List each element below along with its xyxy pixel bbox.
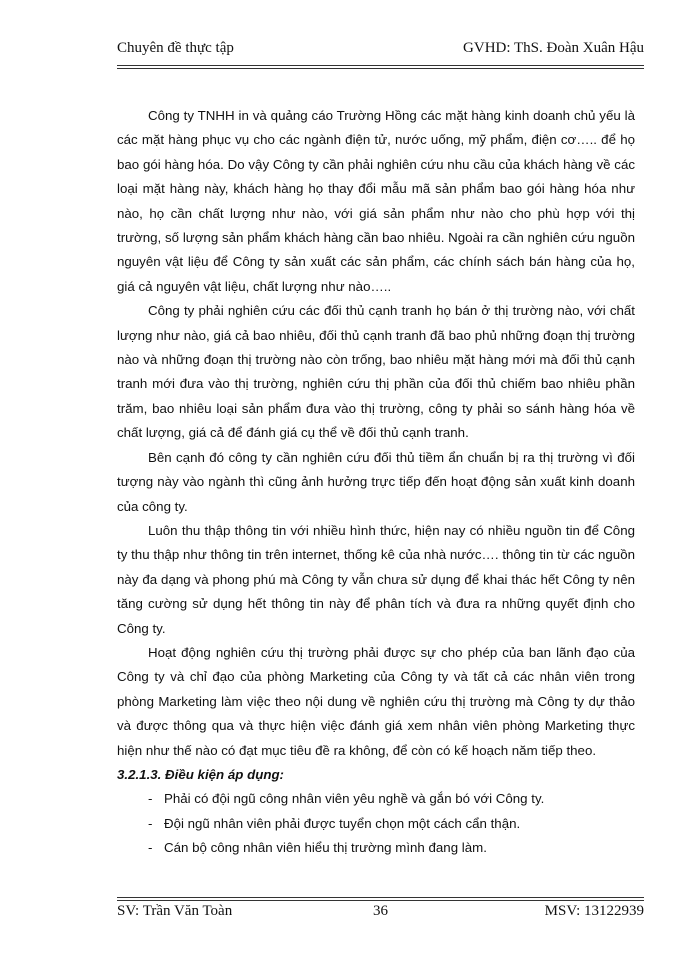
list-item-text: Đội ngũ nhân viên phải được tuyển chọn một cách cẩn thận. [164, 815, 521, 831]
paragraph: Công ty TNHH in và quảng cáo Trường Hồng các mặt hàng kinh doanh chủ yếu là các mặt hàng phục vụ cho các ngành điện tử, nước uống, mỹ phẩm, điện cơ….. để họ bao gói hàng hóa. Do vậy Công ty cần phải nghiên cứu nhu cầu của khách hàng về các loại mặt hàng này, khách hàng họ thay đổi mẫu mã sản phẩm bao gói hàng hóa như nào, họ cần chất lượng như nào, với giá sản phẩm như nào cho phù hợp với thị trường, số lượng sản phẩm khách hàng cần bao nhiêu. Ngoài ra cần nghiên cứu nguồn nguyên vật liệu để Công ty sản xuất các sản phẩm, các chính sách bán hàng của họ, giá cả nguyên vật liệu, chất lượng như nào….. [117, 108, 635, 294]
list-item [117, 836, 635, 860]
footer-student-name: SV: Trần Văn Toàn [117, 903, 233, 919]
paragraph: Công ty phải nghiên cứu các đối thủ cạnh tranh họ bán ở thị trường nào, với chất lượng như nào, giá cả bao nhiêu, đối thủ cạnh tranh đã bao phủ những đoạn thị trường nào và những đoạn thị trường nào còn trống, bao nhiêu mặt hàng mới mà đối thủ cạnh tranh mới đưa vào thị trường, nghiên cứu thị phần của đối thủ chiếm bao nhiêu phần trăm, bao nhiêu loại sản phẩm đưa vào thị trường, công ty phải so sánh hàng hóa về chất lượng, giá cả để đánh giá cụ thể về đối thủ cạnh tranh. [117, 303, 635, 441]
list-bullet: - [148, 840, 153, 856]
list-item [117, 812, 635, 836]
footer-divider [117, 897, 644, 898]
section-heading: 3.2.1.3. Điều kiện áp dụng: [117, 766, 284, 782]
footer-divider-double [117, 900, 644, 901]
page-header [117, 40, 644, 64]
list-bullet: - [148, 815, 153, 831]
paragraph: Luôn thu thập thông tin với nhiều hình thức, hiện nay có nhiều nguồn tin để Công ty thu thập như thông tin trên internet, thống kê của nhà nước…. thông tin từ các nguồn này đa dạng và phong phú mà Công ty vẫn chưa sử dụng để khai thác hết Công ty nên tăng cường sử dụng hết thông tin này để phân tích và đưa ra những quyết định cho Công ty. [117, 522, 635, 636]
list-item [117, 787, 635, 811]
list-item-text: Cán bộ công nhân viên hiểu thị trường mình đang làm. [164, 840, 487, 856]
page-body [117, 104, 635, 861]
header-course-title: Chuyên đề thực tập [117, 40, 234, 56]
page-number: 36 [373, 903, 388, 919]
header-advisor: GVHD: ThS. Đoàn Xuân Hậu [463, 40, 644, 56]
list-bullet: - [148, 791, 153, 807]
paragraph: Bên cạnh đó công ty cần nghiên cứu đối thủ tiềm ẩn chuẩn bị ra thị trường vì đối tượng này vào ngành thì cũng ảnh hưởng trực tiếp đến hoạt động sản xuất kinh doanh của công ty. [117, 449, 635, 514]
page-footer [117, 903, 644, 925]
header-divider-double [117, 68, 644, 69]
paragraph: Hoạt động nghiên cứu thị trường phải được sự cho phép của ban lãnh đạo của Công ty và chỉ đạo của phòng Marketing của Công ty và tất cả các nhân viên trong phòng Marketing làm việc theo nội dung về nghiên cứu thị trường mà Công ty dự thảo và được thông qua và thực hiện việc đánh giá xem nhân viên phòng Marketing thực hiện như thế nào có đạt mục tiêu đề ra không, để còn có kế hoạch năm tiếp theo. [117, 644, 635, 758]
list-item-text: Phải có đội ngũ công nhân viên yêu nghề và gắn bó với Công ty. [164, 791, 545, 807]
conditions-list [117, 787, 635, 860]
footer-student-id: MSV: 13122939 [544, 903, 644, 919]
header-divider [117, 65, 644, 66]
